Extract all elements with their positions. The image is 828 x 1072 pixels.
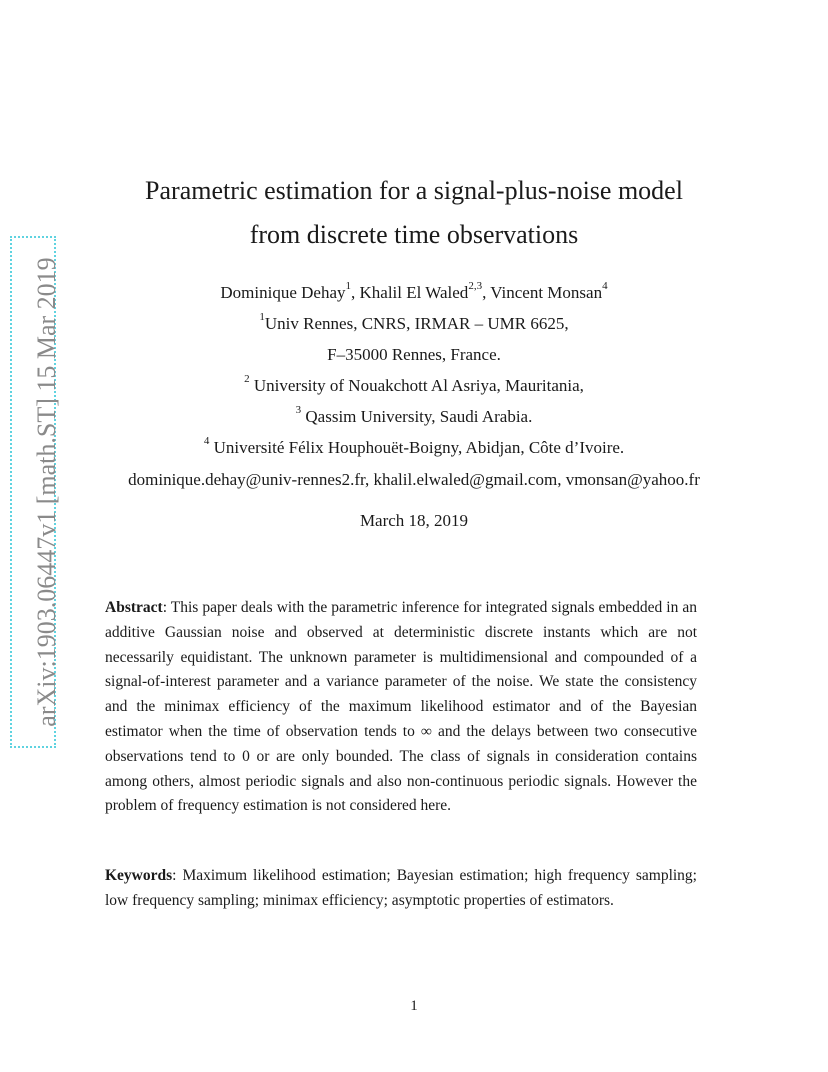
author-2: Khalil El Waled [359, 283, 469, 302]
aff-2-sup: 2 [244, 373, 250, 386]
paper-title-line-1: Parametric estimation for a signal-plus-noise model [145, 176, 683, 205]
author-3: Vincent Monsan [490, 283, 603, 302]
author-emails: dominique.dehay@univ-rennes2.fr, khalil.elwaled@gmail.com, vmonsan@yahoo.fr [128, 470, 700, 489]
aff-4-sup: 4 [203, 435, 210, 448]
aff-2-text: University of Nouakchott Al Asriya, Mauritania, [253, 376, 584, 395]
aff-1-text: Univ Rennes, CNRS, IRMAR – UMR 6625, [264, 314, 569, 333]
keywords-label: Keywords [105, 867, 173, 884]
aff-4-text: Université Félix Houphouët-Boigny, Abidjan, Côte d’Ivoire. [213, 438, 625, 457]
arxiv-identifier: arXiv:1903.06447v1 [math.ST] 15 Mar 2019 [32, 257, 61, 727]
keywords-text: : Maximum likelihood estimation; Bayesian estimation; high frequency sampling; low frequency sampling; minimax efficiency; asymptotic properties of estimators. [105, 867, 697, 909]
affiliation-1-line-1 [0, 311, 828, 333]
aff-3-sup: 3 [295, 404, 302, 417]
author-list: Dominique Dehay$^1$, Khalil El Waled$^{2,3}$, Vincent Monsan$^4$ [220, 280, 608, 302]
abstract-label: Abstract [105, 599, 163, 616]
affiliation-2 [0, 373, 828, 395]
page-number: 1 [410, 998, 418, 1014]
aff-1-sup: 1 [259, 311, 265, 324]
paper-date: March 18, 2019 [359, 511, 469, 530]
author-2-sup: 2,3 [468, 280, 483, 293]
affiliation-3 [0, 404, 828, 426]
aff-3-text: Qassim University, Saudi Arabia. [305, 407, 533, 426]
author-1-sup: 1 [345, 280, 352, 293]
paper-title-line-2: from discrete time observations [249, 220, 579, 249]
affiliation-4 [0, 435, 828, 457]
affiliation-1-line-2: F–35000 Rennes, France. [327, 345, 501, 364]
abstract-text: : This paper deals with the parametric inference for integrated signals embedded in an additive Gaussian noise and observed at deterministic discrete instants which are not necessarily equidistant. The unknown parameter is multidimensional and compounded of a signal-of-interest parameter and a variance parameter of the noise. We state the consistency and the minimax efficiency of the maximum likelihood estimator and of the Bayesian estimator when the time of observation tends to ∞ and the delays between two consecutive observations tend to 0 or are only bounded. The class of signals in consideration contains among others, almost periodic signals and also non-continuous periodic signals. However the problem of frequency estimation is not considered here. [105, 599, 697, 815]
abstract [105, 596, 697, 819]
author-3-sup: 4 [602, 280, 608, 293]
keywords [105, 864, 697, 914]
author-1: Dominique Dehay [220, 283, 346, 302]
